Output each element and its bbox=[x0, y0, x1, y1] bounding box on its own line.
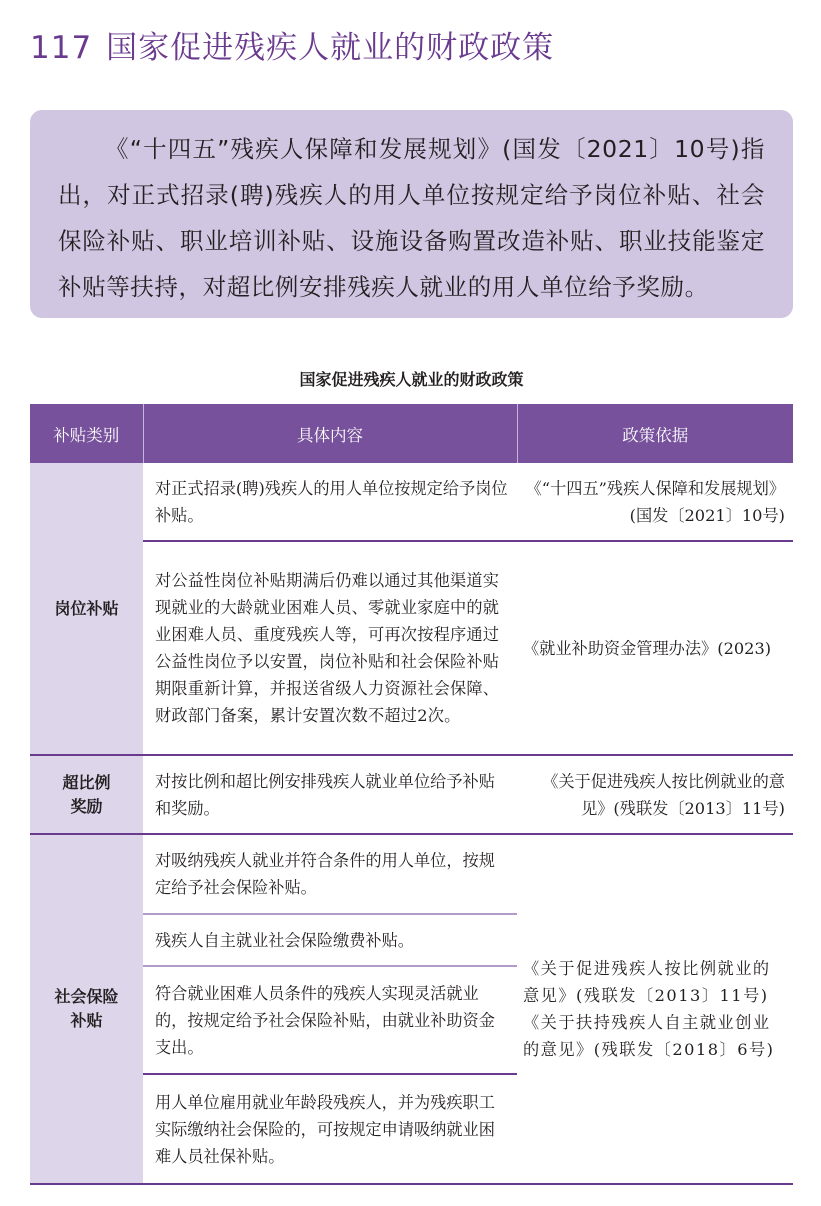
policy-table bbox=[30, 404, 793, 1185]
content-cell: 用人单位雇用就业年龄段残疾人，并为残疾职工实际缴纳社会保险的，可按规定申请吸纳就业困难人员社保补贴。 bbox=[143, 1074, 517, 1184]
header-category: 补贴类别 bbox=[30, 404, 143, 463]
table-row bbox=[30, 541, 793, 755]
content-cell: 对公益性岗位补贴期满后仍难以通过其他渠道实现就业的大龄就业困难人员、零就业家庭中的就业困难人员、重度残疾人等，可再次按程序通过公益性岗位予以安置，岗位补贴和社会保险补贴期限重新计算，并报送省级人力资源社会保障、财政部门备案，累计安置次数不超过2次。 bbox=[143, 541, 517, 755]
basis-cell: 《就业补助资金管理办法》(2023) bbox=[517, 541, 793, 755]
callout-text: 《“十四五”残疾人保障和发展规划》(国发〔2021〕10号)指出，对正式招录(聘)残疾人的用人单位按规定给予岗位补贴、社会保险补贴、职业培训补贴、设施设备购置改造补贴、职业技能鉴定补贴等扶持，对超比例安排残疾人就业的用人单位给予奖励。 bbox=[58, 135, 765, 301]
table-row bbox=[30, 834, 793, 914]
category-label-line: 超比例 bbox=[62, 772, 111, 792]
header-basis: 政策依据 bbox=[517, 404, 793, 463]
table-row bbox=[30, 463, 793, 541]
basis-part: 《关于扶持残疾人自主就业创业的意见》(残联发〔2018〕6号) bbox=[523, 1013, 775, 1059]
content-cell: 符合就业困难人员条件的残疾人实现灵活就业的，按规定给予社会保险补贴，由就业补助资金支出。 bbox=[143, 966, 517, 1074]
category-label-line: 社会保险 bbox=[54, 987, 119, 1006]
category-cell bbox=[30, 755, 143, 834]
content-cell: 对按比例和超比例安排残疾人就业单位给予补贴和奖励。 bbox=[143, 755, 517, 834]
header-content: 具体内容 bbox=[143, 404, 517, 463]
content-cell: 对正式招录(聘)残疾人的用人单位按规定给予岗位补贴。 bbox=[143, 463, 517, 541]
content-cell: 对吸纳残疾人就业并符合条件的用人单位，按规定给予社会保险补贴。 bbox=[143, 834, 517, 914]
policy-callout-box bbox=[30, 110, 793, 318]
content-cell: 残疾人自主就业社会保险缴费补贴。 bbox=[143, 914, 517, 966]
basis-part: 《关于促进残疾人按比例就业的意见》(残联发〔2013〕11号) bbox=[523, 959, 771, 1005]
table-header-row bbox=[30, 404, 793, 463]
basis-cell: 《“十四五”残疾人保障和发展规划》(国发〔2021〕10号) bbox=[517, 463, 793, 541]
table-row bbox=[30, 755, 793, 834]
section-title: 国家促进残疾人就业的财政政策 bbox=[106, 30, 555, 66]
category-cell bbox=[30, 834, 143, 1184]
category-label: 岗位补贴 bbox=[54, 598, 119, 618]
table-caption: 国家促进残疾人就业的财政政策 bbox=[299, 370, 524, 389]
category-label-line: 奖励 bbox=[70, 796, 103, 816]
shared-basis-cell bbox=[517, 834, 793, 1184]
page-title bbox=[30, 22, 554, 67]
basis-cell: 《关于促进残疾人按比例就业的意见》(残联发〔2013〕11号) bbox=[517, 755, 793, 834]
category-label-line: 补贴 bbox=[70, 1011, 103, 1030]
category-cell bbox=[30, 463, 143, 755]
section-number: 117 bbox=[30, 30, 93, 66]
